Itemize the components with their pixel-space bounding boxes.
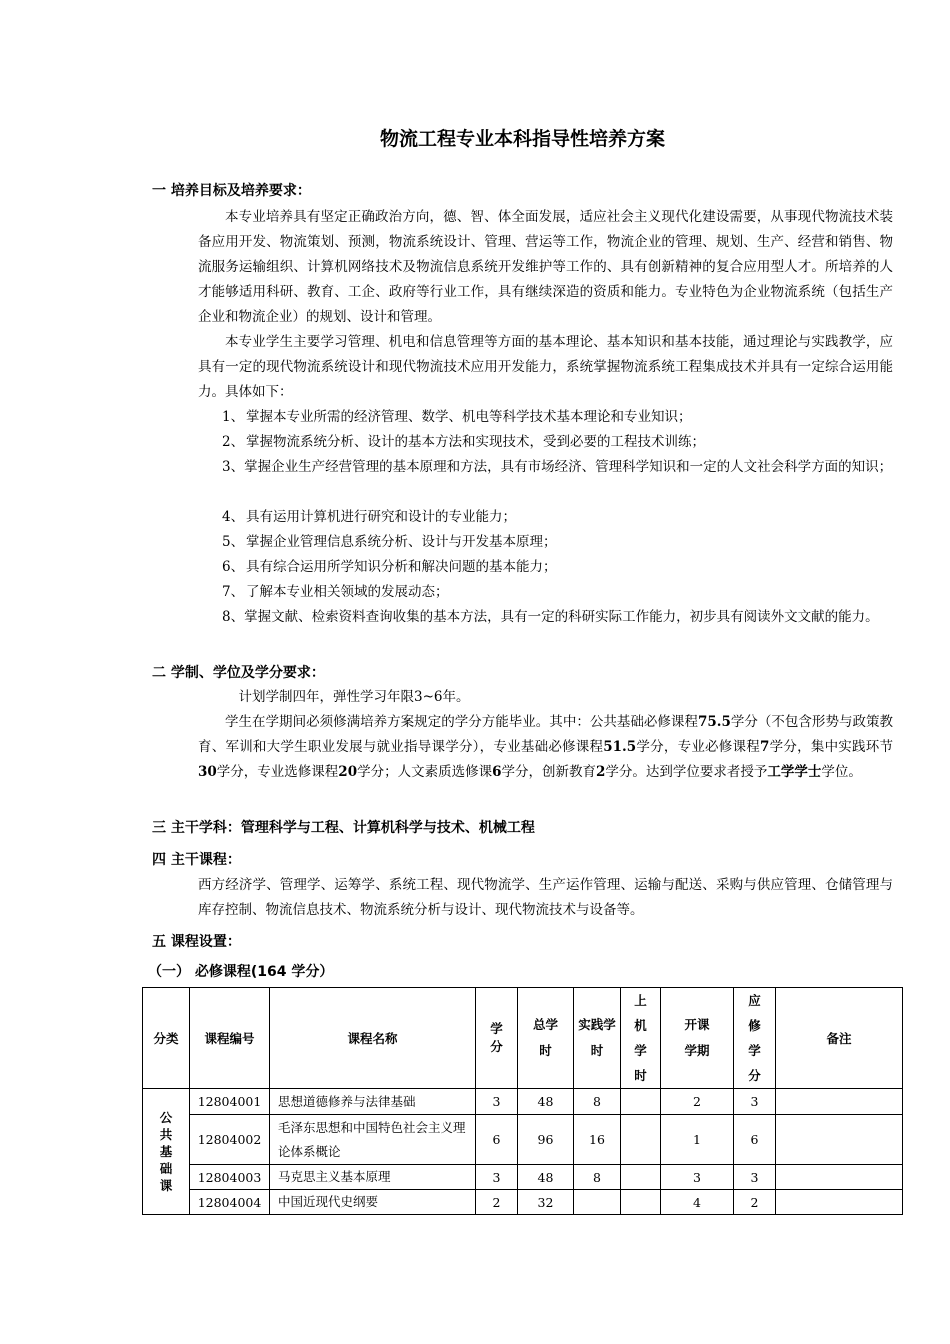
course-code: 12804001	[190, 1089, 270, 1115]
credit: 3	[476, 1089, 518, 1115]
credit: 2	[476, 1190, 518, 1215]
note	[776, 1165, 903, 1190]
section-5-subheading: （一） 必修课程(164 学分）	[148, 964, 334, 980]
total-hours: 96	[518, 1115, 574, 1165]
list-item: 3、掌握企业生产经营管理的基本原理和方法，具有市场经济、管理科学知识和一定的人文社会科学方面的知识；	[222, 459, 893, 475]
lab-hours	[621, 1115, 661, 1165]
section-4-heading: 四 主干课程：	[152, 852, 241, 868]
lab-hours	[621, 1190, 661, 1215]
required-credit: 6	[734, 1115, 776, 1165]
table-header-row	[143, 988, 903, 1089]
required-credit: 3	[734, 1089, 776, 1115]
header-term: 开课学期	[661, 988, 734, 1089]
list-item: 2、 掌握物流系统分析、设计的基本方法和实现技术，受到必要的工程技术训练；	[222, 434, 705, 450]
list-item: 1、 掌握本专业所需的经济管理、数学、机电等科学技术基本理论和专业知识；	[222, 409, 692, 425]
total-hours: 48	[518, 1089, 574, 1115]
term: 1	[661, 1115, 734, 1165]
table-row	[143, 1089, 903, 1115]
practice-hours: 8	[574, 1165, 621, 1190]
section-1-paragraph-1: 本专业培养具有坚定正确政治方向，德、智、体全面发展，适应社会主义现代化建设需要，从事现代物流技术装备应用开发、物流策划、预测，物流系统设计、管理、营运等工作，物流企业的管理、规划、生产、经营和销售、物流服务运输组织、计算机网络技术及物流信息系统开发维护等工作的、具有创新精神的复合应用型人才。所培养的人才能够适用科研、教育、工企、政府等行业工作，具有继续深造的资质和能力。专业特色为企业物流系统（包括生产企业和物流企业）的规划、设计和管理。	[198, 209, 893, 325]
section-4-text: 西方经济学、管理学、运筹学、系统工程、现代物流学、生产运作管理、运输与配送、采购与供应管理、仓储管理与库存控制、物流信息技术、物流系统分析与设计、现代物流技术与设备等。	[198, 877, 893, 918]
required-credit: 3	[734, 1165, 776, 1190]
list-item: 8、掌握文献、检索资料查询收集的基本方法，具有一定的科研实际工作能力，初步具有阅读外文文献的能力。	[222, 609, 879, 625]
section-1-paragraph-2: 本专业学生主要学习管理、机电和信息管理等方面的基本理论、基本知识和基本技能，通过理论与实践教学，应具有一定的现代物流系统设计和现代物流技术应用开发能力，系统掌握物流系统工程集成技术并具有一定综合运用能力。具体如下：	[198, 334, 893, 400]
lab-hours	[621, 1165, 661, 1190]
practice-hours	[574, 1190, 621, 1215]
section-2-paragraph-1: 计划学制四年，弹性学习年限3~6年。	[238, 689, 470, 705]
course-code: 12804003	[190, 1165, 270, 1190]
list-item: 4、 具有运用计算机进行研究和设计的专业能力；	[222, 509, 516, 525]
header-course-code: 课程编号	[190, 988, 270, 1089]
credit: 3	[476, 1165, 518, 1190]
credit: 6	[476, 1115, 518, 1165]
required-credit: 2	[734, 1190, 776, 1215]
course-name: 中国近现代史纲要	[270, 1190, 476, 1215]
course-name: 马克思主义基本原理	[270, 1165, 476, 1190]
list-item: 7、 了解本专业相关领域的发展动态；	[222, 584, 449, 600]
note	[776, 1089, 903, 1115]
course-name: 思想道德修养与法律基础	[270, 1089, 476, 1115]
section-2-paragraph-2: 学生在学期间必须修满培养方案规定的学分方能毕业。其中：公共基础必修课程75.5学分（不包含形势与政策教育、军训和大学生职业发展与就业指导课学分），专业基础必修课程51.5学分，专业必修课程7学分，集中实践环节30学分，专业选修课程20学分；人文素质选修课6学分，创新教育2学分。达到学位要求者授予工学学士学位。	[198, 714, 894, 780]
header-practice-hours: 实践学时	[574, 988, 621, 1089]
document-title: 物流工程专业本科指导性培养方案	[379, 128, 665, 150]
header-credit: 学分	[476, 988, 518, 1089]
term: 3	[661, 1165, 734, 1190]
total-hours: 32	[518, 1190, 574, 1215]
header-total-hours: 总学时	[518, 988, 574, 1089]
table-row	[143, 1115, 903, 1165]
list-item: 5、 掌握企业管理信息系统分析、设计与开发基本原理；	[222, 534, 557, 550]
term: 4	[661, 1190, 734, 1215]
category-cell: 公共基础课	[143, 1089, 190, 1215]
course-name: 毛泽东思想和中国特色社会主义理论体系概论	[270, 1115, 476, 1165]
section-5-heading: 五 课程设置：	[152, 934, 241, 950]
required-courses-table	[142, 987, 903, 1215]
table-row	[143, 1165, 903, 1190]
course-code: 12804002	[190, 1115, 270, 1165]
practice-hours: 16	[574, 1115, 621, 1165]
list-item: 6、 具有综合运用所学知识分析和解决问题的基本能力；	[222, 559, 557, 575]
total-hours: 48	[518, 1165, 574, 1190]
header-course-name: 课程名称	[270, 988, 476, 1089]
term: 2	[661, 1089, 734, 1115]
header-lab-hours: 上机学时	[621, 988, 661, 1089]
header-category: 分类	[143, 988, 190, 1089]
practice-hours: 8	[574, 1089, 621, 1115]
section-2-heading: 二 学制、学位及学分要求：	[152, 665, 325, 681]
header-notes: 备注	[776, 988, 903, 1089]
section-3-heading: 三 主干学科：管理科学与工程、计算机科学与技术、机械工程	[152, 820, 535, 836]
note	[776, 1115, 903, 1165]
header-required-credit: 应修学分	[734, 988, 776, 1089]
table-row	[143, 1190, 903, 1215]
note	[776, 1190, 903, 1215]
section-1-heading: 一 培养目标及培养要求：	[152, 183, 311, 199]
course-code: 12804004	[190, 1190, 270, 1215]
lab-hours	[621, 1089, 661, 1115]
